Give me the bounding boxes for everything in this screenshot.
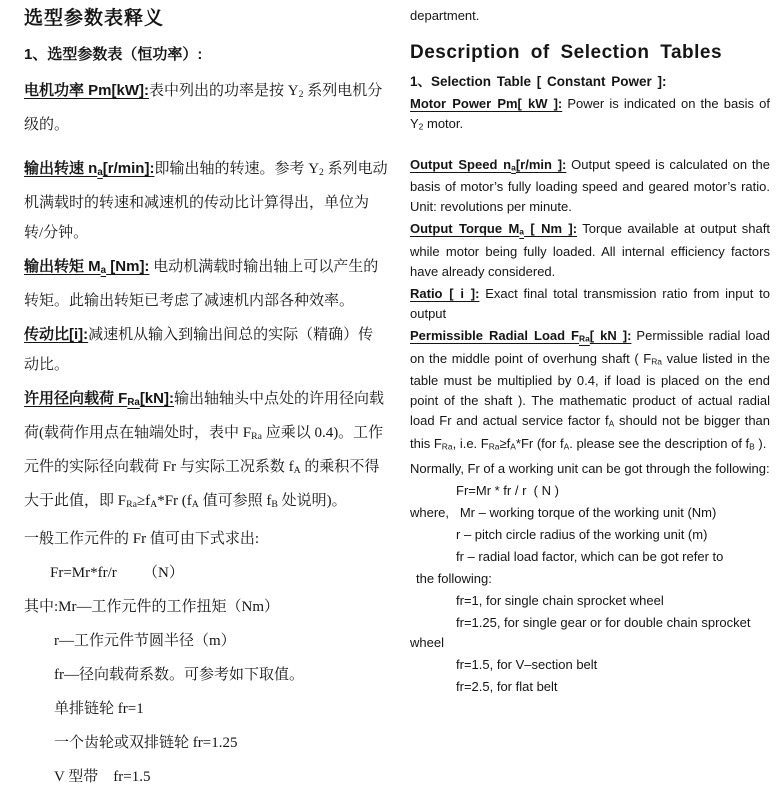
term-text: [ kN ]: (589, 328, 632, 344)
term-text: [kN]: (139, 389, 174, 407)
term-text: [r/min ]: (515, 156, 567, 172)
fr-value-single-sprocket-cn (24, 694, 388, 724)
term-text: [ Nm ]: (523, 221, 578, 237)
term-text: a (97, 166, 103, 178)
subscript-text: 2 (319, 166, 324, 178)
english-column (410, 6, 770, 796)
cn-subsection-title: 1、选型参数表（恒功率）: (24, 46, 203, 63)
r-definition-cn (24, 626, 388, 656)
fr-value-gear-double-sprocket-cn (24, 728, 388, 758)
ratio-paragraph-en (410, 284, 770, 324)
fr-value-flat-belt-en (410, 677, 770, 697)
body-text: where, Mr – working torque of the working unit (Nm) (410, 504, 717, 520)
body-text: ≥f (499, 436, 511, 452)
body-text: motor. (423, 116, 464, 131)
body-text: ). (754, 436, 767, 452)
output-torque-paragraph-en (410, 219, 770, 282)
fr-value-single-sprocket-en (410, 591, 770, 611)
body-text: 单排链轮 fr=1 (54, 700, 144, 717)
subscript-text: A (510, 441, 516, 452)
subscript-text: A (191, 498, 199, 510)
body-text: should not be bigger than this F (410, 413, 771, 452)
term-text: Output Torque M (410, 221, 520, 237)
term-text: Ra (579, 333, 590, 344)
term-text: a (511, 162, 516, 173)
body-text: r—工作元件节圆半径（m） (54, 632, 236, 649)
body-text: . please see the description of f (569, 436, 750, 452)
subscript-text: 2 (298, 88, 304, 100)
term-text: a (519, 227, 524, 238)
subscript-text: 2 (418, 121, 424, 132)
mr-definition-en (410, 503, 770, 523)
fr-intro-paragraph-en (410, 459, 770, 479)
body-text: fr=2.5, for flat belt (456, 678, 558, 694)
subscript-text: A (293, 464, 301, 476)
subscript-text: B (271, 498, 278, 510)
subscript-text: Ra (251, 430, 262, 442)
en-continued-text: department. (410, 8, 480, 23)
fr-value-v-belt-en (410, 655, 770, 675)
body-text: Fr=Mr*fr/r （N） (50, 564, 184, 581)
body-text: Exact final total transmission ratio from input to output (410, 286, 770, 322)
fr-formula-cn (24, 558, 388, 588)
body-text: *Fr (for f (515, 436, 564, 452)
body-text: Torque available at output shaft while motor being fully loaded. All internal efficiency factors have already considered. (410, 221, 770, 280)
motor-power-paragraph-cn (24, 76, 388, 140)
term-text: 许用径向载荷 F (24, 389, 128, 407)
body-text: 系列电动机满载时的转速和减速机的传动比计算得出，单位为转/分钟。 (24, 160, 388, 241)
radial-load-paragraph-cn (24, 384, 388, 520)
subscript-text: Ra (441, 441, 453, 452)
body-text: 的乘积不得大于此值，即 F (24, 458, 380, 509)
body-text: 其中:Mr—工作元件的工作扭矩（Nm） (24, 598, 280, 615)
body-text: ≥f (136, 492, 151, 509)
body-text: 输出轴轴头中点处的许用径向载荷(载荷作用点在轴端处时，表中 F (24, 390, 384, 441)
subscript-text: A (563, 441, 570, 452)
body-text: value listed in the table must be multiplied by 0.4, if load is placed on the end point of the shaft ). The mathematic product of actual radial load Fr and actual service factor f (410, 350, 770, 429)
mr-definition-cn (24, 592, 388, 622)
body-text: the following: (416, 570, 492, 586)
motor-power-paragraph-en (410, 94, 770, 137)
fr-factor-definition-en (410, 547, 770, 567)
fr-factor-definition-cn (24, 660, 388, 690)
fr-formula-en (410, 481, 770, 501)
body-text: 一般工作元件的 Fr 值可由下式求出: (24, 530, 260, 547)
cn-section-title: 选型参数表释义 (24, 8, 165, 29)
term-text: a (100, 264, 107, 276)
body-text: 即输出轴的转速。参考 Y (154, 160, 320, 177)
body-text: Power is indicated on the basis of Y (410, 96, 771, 131)
output-torque-paragraph-cn (24, 252, 388, 316)
body-text: fr=1.25, for single gear or for double chain sprocket wheel (410, 614, 751, 650)
radial-load-paragraph-en (410, 326, 770, 457)
body-text: fr—径向载荷系数。可参考如下取值。 (54, 666, 304, 683)
subscript-text: B (749, 441, 755, 452)
cn-paragraphs (24, 76, 388, 792)
term-text: 输出转矩 M (24, 257, 101, 275)
subscript-text: A (608, 419, 615, 430)
subscript-text: Ra (126, 498, 137, 510)
fr-value-gear-double-sprocket-en (410, 613, 770, 653)
term-text: Motor Power Pm[ kW ]: (410, 96, 563, 111)
fr-intro-paragraph-cn (24, 524, 388, 554)
body-text: 值可参照 f (198, 492, 272, 509)
body-text: 系列电机分级的。 (24, 83, 383, 133)
term-text: [r/min]: (102, 159, 155, 177)
en-section-title: Description of Selection Tables (410, 42, 723, 63)
term-text: [Nm]: (106, 257, 150, 275)
term-text: Ra (127, 396, 140, 408)
term-text: 输出转速 n (24, 159, 98, 177)
body-text: 电动机满载时输出轴上可以产生的转矩。此输出转矩已考虑了减速机内部各种效率。 (24, 258, 379, 309)
en-paragraphs (410, 94, 770, 697)
term-text: Permissible Radial Load F (410, 328, 579, 344)
term-text: 电机功率 Pm[kW]: (24, 82, 149, 99)
body-text: Output speed is calculated on the basis of motor’s fully loading speed and geared motor’s ratio. Unit: revolutions per minute. (410, 156, 770, 215)
output-speed-paragraph-en (410, 155, 770, 218)
body-text: fr=1, for single chain sprocket wheel (456, 592, 664, 608)
body-text: 应乘以 0.4)。工作元件的实际径向载荷 Fr 与实际工况系数 f (24, 424, 384, 475)
body-text: Permissible radial load on the middle point of overhung shaft ( F (410, 328, 770, 366)
r-definition-en (410, 525, 770, 545)
body-text: 一个齿轮或双排链轮 fr=1.25 (54, 734, 238, 751)
body-text: , i.e. F (452, 436, 489, 452)
fr-value-v-belt-cn (24, 762, 388, 792)
body-text: *Fr (f (157, 492, 192, 509)
body-text: fr=1.5, for V–section belt (456, 656, 598, 672)
body-text: r – pitch circle radius of the working unit (m) (456, 526, 708, 542)
term-text: Ratio [ i ]: (410, 286, 480, 302)
body-text: fr – radial load factor, which can be got refer to (456, 548, 724, 564)
body-text: 处说明)。 (277, 492, 347, 509)
term-text: Output Speed n (410, 156, 512, 172)
en-subsection-title: 1、Selection Table [ Constant Power ]: (410, 74, 667, 89)
body-text: 表中列出的功率是按 Y (149, 83, 299, 99)
subscript-text: Ra (488, 441, 500, 452)
subscript-text: A (150, 498, 158, 510)
term-text: 传动比[i]: (24, 325, 89, 343)
subscript-text: Ra (651, 356, 663, 367)
ratio-paragraph-cn (24, 320, 388, 380)
fr-factor-definition-continued-en (410, 569, 770, 589)
body-text: Normally, Fr of a working unit can be got through the following: (410, 460, 770, 476)
body-text: Fr=Mr * fr / r ( N ) (456, 482, 559, 498)
output-speed-paragraph-cn (24, 154, 388, 248)
body-text: V 型带 fr=1.5 (54, 768, 151, 785)
chinese-column (24, 6, 388, 796)
body-text: 减速机从输入到输出间总的实际（精确）传动比。 (24, 326, 374, 373)
